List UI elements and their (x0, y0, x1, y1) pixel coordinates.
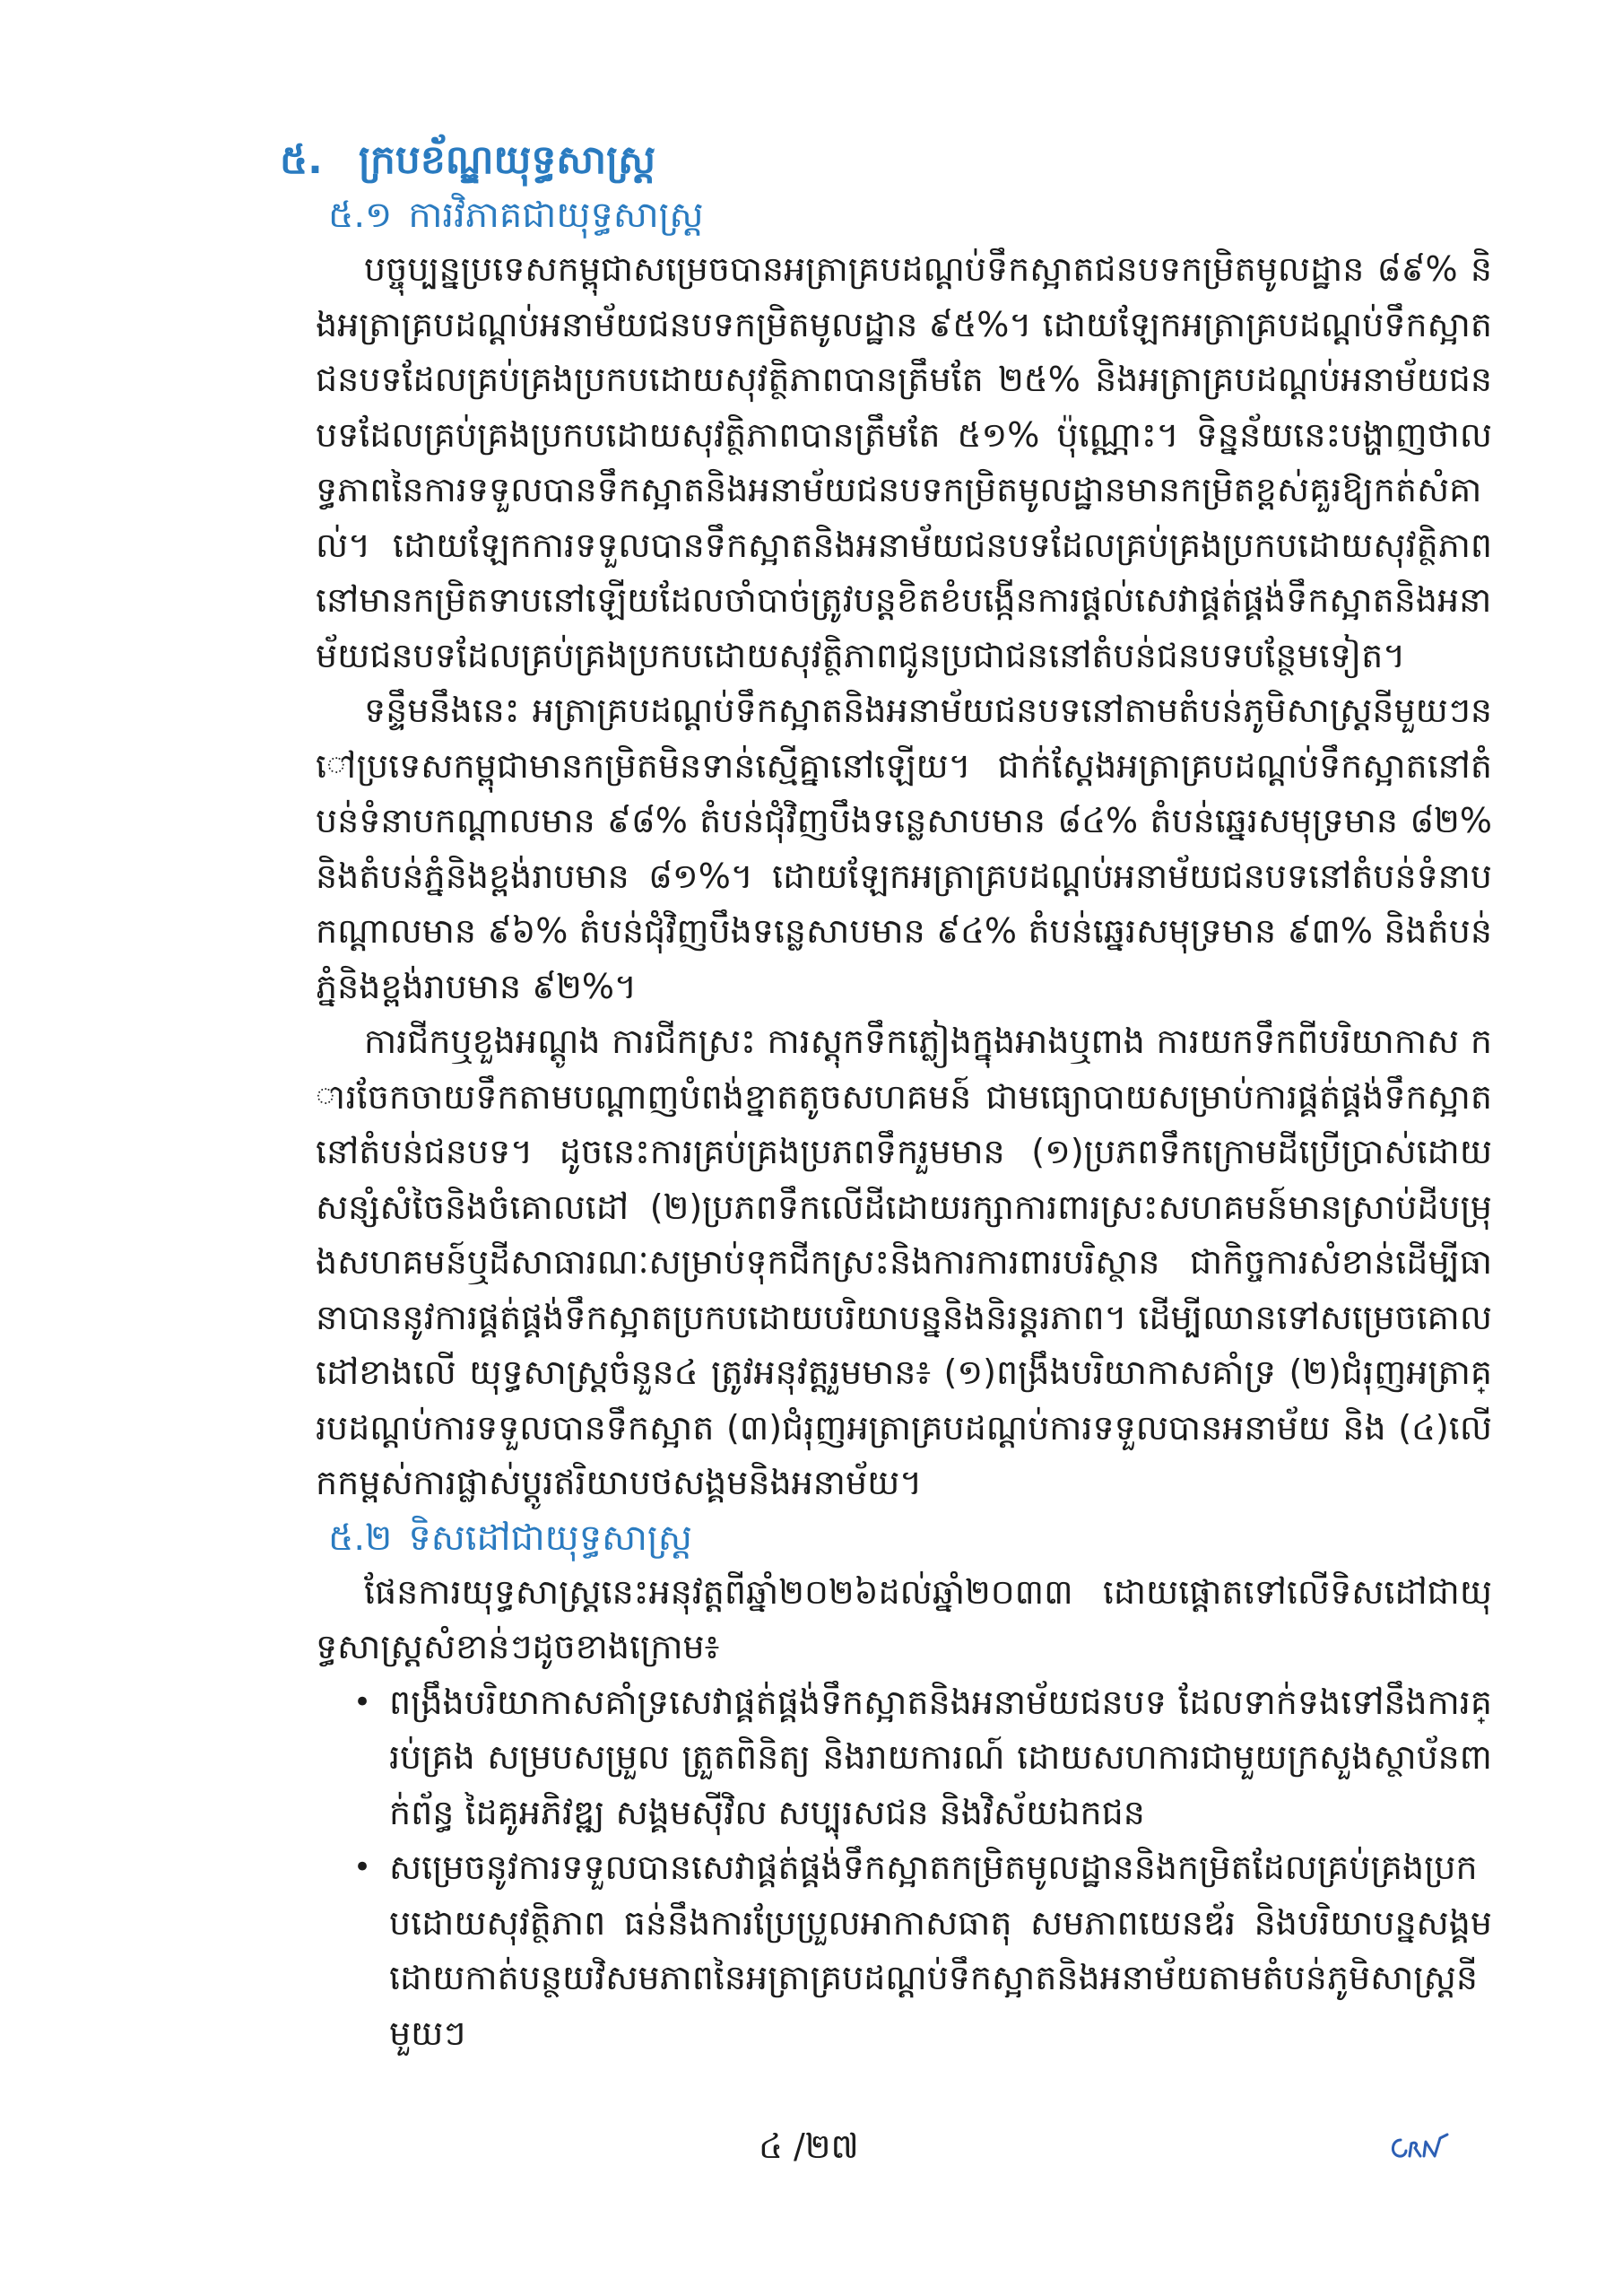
bullet-icon: • (353, 1849, 372, 1885)
bullet-list (316, 1675, 1492, 2062)
page-number: ៤ /២៧ (759, 2126, 859, 2166)
subsection-heading-1 (328, 188, 1492, 242)
subsection-heading-2 (328, 1511, 1492, 1565)
initials-signature-icon (1388, 2133, 1451, 2163)
subsection-title: ការវិភាគជាយុទ្ធសាស្ត្រ (408, 195, 704, 236)
page-content (280, 133, 1492, 2061)
section-heading (280, 133, 1492, 188)
subsection-title: ទិសដៅជាយុទ្ធសាស្ត្រ (408, 1517, 692, 1559)
list-item-text: ពង្រឹងបរិយាកាសគាំទ្រសេវាផ្គត់ផ្គង់ទឹកស្អាតនិងអនាម័យជនបទ ដែលទាក់ទងទៅនឹងការគ្រប់គ្រង សម្របសម្រួល ត្រួតពិនិត្យ និងរាយការណ៍ ដោយសហការជាមួយក្រសួងស្ថាប័នពាក់ព័ន្ធ ដៃគូអភិវឌ្ឍ សង្គមស៊ីវិល សប្បុរសជន និងវិស័យឯកជន (389, 1682, 1492, 1832)
bullet-icon: • (353, 1683, 372, 1720)
paragraph-intro: ផែនការយុទ្ធសាស្ត្រនេះអនុវត្តពីឆ្នាំ២០២៦ដល់ឆ្នាំ២០៣៣ ដោយផ្តោតទៅលើទិសដៅជាយុទ្ធសាស្ត្រសំខាន់ៗដូចខាងក្រោម៖ (316, 1571, 1492, 1666)
list-item (353, 1840, 1492, 2061)
subsection-number: ៥.២ (328, 1517, 393, 1559)
list-item (353, 1675, 1492, 1841)
paragraph: ទន្ទឹមនឹងនេះ អត្រាគ្របដណ្តប់ទឹកស្អាតនិងអនាម័យជនបទនៅតាមតំបន់ភូមិសាស្ត្រនីមួយៗនៅប្រទេសកម្ពុជាមានកម្រិតមិនទាន់ស្មើគ្នានៅឡើយ។ ជាក់ស្តែងអត្រាគ្របដណ្តប់ទឹកស្អាតនៅតំបន់ទំនាបកណ្តាលមាន ៩៨% តំបន់ជុំវិញបឹងទន្លេសាបមាន ៨៤% តំបន់ឆ្នេរសមុទ្រមាន ៨២% និងតំបន់ភ្នំនិងខ្ពង់រាបមាន ៨១%។ ដោយឡែកអត្រាគ្របដណ្តប់អនាម័យជនបទនៅតំបន់ទំនាបកណ្តាលមាន ៩៦% តំបន់ជុំវិញបឹងទន្លេសាបមាន ៩៤% តំបន់ឆ្នេរសមុទ្រមាន ៩៣% និងតំបន់ភ្នំនិងខ្ពង់រាបមាន ៩២%។ (316, 691, 1492, 1006)
paragraph: ការជីកឬខួងអណ្តូង ការជីកស្រះ ការស្តុកទឹកភ្លៀងក្នុងអាងឬពាង ការយកទឹកពីបរិយាកាស ការចែកចាយទឹកតាមបណ្តាញបំពង់ខ្នាតតូចសហគមន៍ ជាមធ្យោបាយសម្រាប់ការផ្គត់ផ្គង់ទឹកស្អាតនៅតំបន់ជនបទ។ ដូចនេះការគ្រប់គ្រងប្រភពទឹករួមមាន (១)ប្រភពទឹកក្រោមដីប្រើប្រាស់ដោយសន្សំសំចៃនិងចំគោលដៅ (២)ប្រភពទឹកលើដីដោយរក្សាការពារស្រះសហគមន៍មានស្រាប់ដីបម្រុងសហគមន៍ឬដីសាធារណៈសម្រាប់ទុកជីកស្រះនិងការការពារបរិស្ថាន ជាកិច្ចការសំខាន់ដើម្បីធានាបាននូវការផ្គត់ផ្គង់ទឹកស្អាតប្រកបដោយបរិយាបន្ននិងនិរន្តរភាព។ ដើម្បីឈានទៅសម្រេចគោលដៅខាងលើ យុទ្ធសាស្ត្រចំនួន៤ ត្រូវអនុវត្តរួមមាន៖ (១)ពង្រឹងបរិយាកាសគាំទ្រ (២)ជំរុញអត្រាគ្របដណ្តប់ការទទួលបានទឹកស្អាត (៣)ជំរុញអត្រាគ្របដណ្តប់ការទទួលបានអនាម័យ និង (៤)លើកកម្ពស់ការផ្លាស់ប្តូរឥរិយាបថសង្គមនិងអនាម័យ។ (316, 1022, 1492, 1502)
subsection-number: ៥.១ (328, 195, 393, 236)
paragraph: បច្ចុប្បន្នប្រទេសកម្ពុជាសម្រេចបានអត្រាគ្របដណ្តប់ទឹកស្អាតជនបទកម្រិតមូលដ្ឋាន ៨៩% និងអត្រាគ្របដណ្តប់អនាម័យជនបទកម្រិតមូលដ្ឋាន ៩៥%។ ដោយឡែកអត្រាគ្របដណ្តប់ទឹកស្អាតជនបទដែលគ្រប់គ្រងប្រកបដោយសុវត្ថិភាពបានត្រឹមតែ ២៥% និងអត្រាគ្របដណ្តប់អនាម័យជនបទដែលគ្រប់គ្រងប្រកបដោយសុវត្ថិភាពបានត្រឹមតែ ៥១% ប៉ុណ្ណោះ។ ទិន្នន័យនេះបង្ហាញថាលទ្ធភាពនៃការទទួលបានទឹកស្អាតនិងអនាម័យជនបទកម្រិតមូលដ្ឋានមានកម្រិតខ្ពស់គួរឱ្យកត់សំគាល់។ ដោយឡែកការទទួលបានទឹកស្អាតនិងអនាម័យជនបទដែលគ្រប់គ្រងប្រកបដោយសុវត្ថិភាពនៅមានកម្រិតទាបនៅឡើយដែលចាំបាច់ត្រូវបន្តខិតខំបង្កើនការផ្តល់សេវាផ្គត់ផ្គង់ទឹកស្អាតនិងអនាម័យជនបទដែលគ្រប់គ្រងប្រកបដោយសុវត្ថិភាពជូនប្រជាជននៅតំបន់ជនបទបន្ថែមទៀត។ (316, 249, 1492, 675)
section-number: ៥. (280, 137, 323, 183)
section-title: ក្របខ័ណ្ឌយុទ្ធសាស្ត្រ (358, 137, 656, 183)
list-item-text: សម្រេចនូវការទទួលបានសេវាផ្គត់ផ្គង់ទឹកស្អាតកម្រិតមូលដ្ឋាននិងកម្រិតដែលគ្រប់គ្រងប្រកបដោយសុវត្ថិភាព ធន់នឹងការប្រែប្រួលអាកាសធាតុ សមភាពយេនឌ័រ និងបរិយាបន្នសង្គម ដោយកាត់បន្ថយវិសមភាពនៃអត្រាគ្របដណ្តប់ទឹកស្អាតនិងអនាម័យតាមតំបន់ភូមិសាស្ត្រនីមួយៗ (389, 1848, 1492, 2053)
